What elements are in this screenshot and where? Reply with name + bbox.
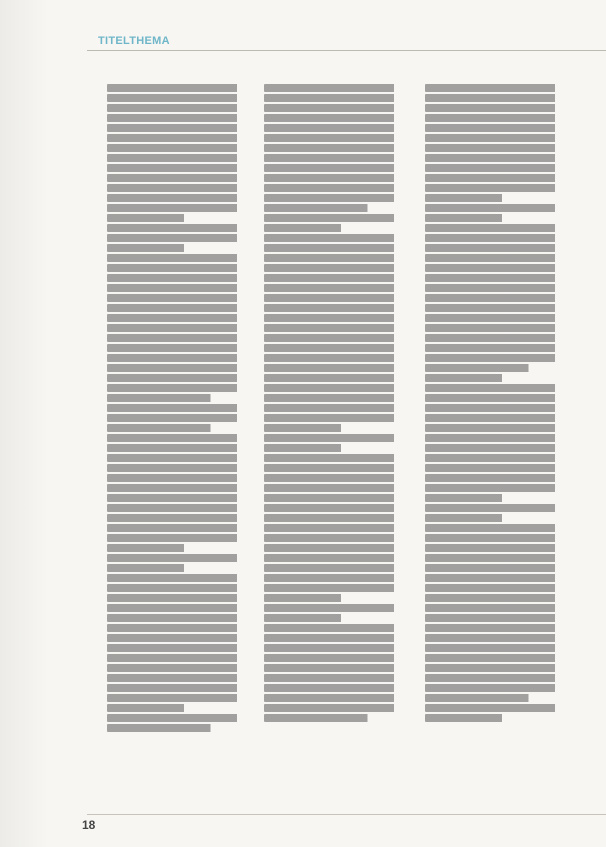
paragraph — [425, 384, 573, 502]
paragraph — [264, 454, 412, 602]
interview-question — [107, 714, 255, 732]
interview-question — [264, 214, 412, 232]
header-rule — [87, 50, 606, 51]
paragraph — [264, 234, 412, 432]
paragraph — [425, 224, 573, 372]
article-column-right — [425, 82, 573, 724]
page-number: 18 — [82, 818, 96, 832]
paragraph — [107, 254, 255, 402]
footer-rule — [87, 814, 606, 815]
article-column-middle — [264, 82, 412, 724]
interview-question — [107, 554, 255, 572]
interview-question — [264, 434, 412, 452]
paragraph — [264, 624, 412, 722]
interview-question — [425, 204, 573, 222]
interview-question — [425, 504, 573, 522]
section-title: TITELTHEMA — [98, 35, 170, 47]
interview-question — [264, 604, 412, 622]
interview-question — [107, 224, 255, 252]
closing-thanks — [425, 704, 573, 722]
paragraph — [107, 434, 255, 552]
paragraph — [425, 524, 573, 702]
interview-question — [425, 374, 573, 382]
paragraph — [264, 84, 412, 212]
article-column-left — [107, 82, 255, 734]
paragraph — [107, 574, 255, 712]
paragraph — [425, 84, 573, 202]
interview-question — [107, 404, 255, 432]
paragraph — [107, 84, 255, 222]
